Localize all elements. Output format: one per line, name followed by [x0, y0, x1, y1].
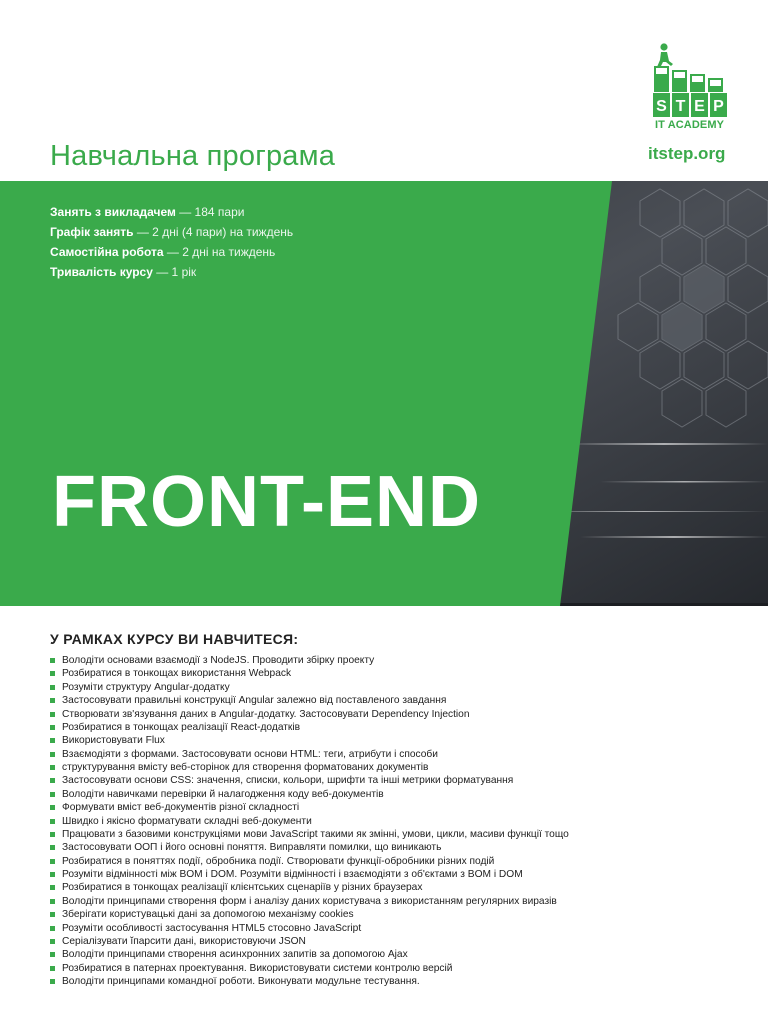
list-item — [50, 801, 750, 814]
list-item — [50, 815, 750, 828]
bullet-icon — [50, 792, 55, 797]
bullet-icon — [50, 778, 55, 783]
skill-text: Швидко і якісно форматувати складні веб-документи — [62, 815, 312, 827]
skill-text: Формувати вміст веб-документів різної складності — [62, 802, 300, 814]
skill-text: Зберігати користувацькі дані за допомогою механізму cookies — [62, 909, 354, 921]
skill-text: Розбиратися в тонкощах використання Webpack — [62, 668, 292, 680]
list-item — [50, 948, 750, 961]
skill-text: Розуміти відмінності між BOM і DOM. Розуміти відмінності і взаємодіяти з об'єктами з BOM і DOM — [62, 869, 523, 880]
bullet-icon — [50, 912, 55, 917]
bullet-icon — [50, 738, 55, 743]
bullet-icon — [50, 966, 55, 971]
bullet-icon — [50, 658, 55, 663]
logo-subtitle: IT ACADEMY — [655, 119, 725, 131]
bullet-icon — [50, 832, 55, 837]
list-item — [50, 908, 750, 921]
bullet-icon — [50, 952, 55, 957]
bullet-icon — [50, 671, 55, 676]
bullet-icon — [50, 926, 55, 931]
bullet-icon — [50, 899, 55, 904]
skill-text: Розуміти структуру Angular-додатку — [62, 681, 230, 693]
skill-text: Розбиратися в тонкощах реалізації React-додатків — [62, 721, 301, 733]
info-value: — 2 дні (4 пари) на тиждень — [133, 225, 294, 239]
logo-letter-p: P — [713, 98, 724, 115]
skill-text: Застосовувати правильні конструкції Angular залежно від поставленого завдання — [62, 695, 447, 707]
list-item — [50, 855, 750, 868]
skill-text: Взаємодіяти з формами. Застосовувати основи HTML: теги, атрибути і способи — [62, 748, 438, 760]
skill-text: Розбиратися в патернах проектування. Використовувати системи контролю версій — [62, 962, 453, 974]
list-item — [50, 895, 750, 908]
skill-text: Розбиратися в тонкощах реалізації клієнтських сценаріїв у різних браузерах — [62, 882, 423, 894]
info-value: — 2 дні на тиждень — [163, 245, 276, 259]
bullet-icon — [50, 725, 55, 730]
list-item — [50, 708, 750, 721]
list-item — [50, 721, 750, 734]
bullet-icon — [50, 685, 55, 690]
website-link[interactable]: itstep.org — [648, 144, 726, 163]
list-item — [50, 868, 750, 881]
skill-text: Створювати зв'язування даних в Angular-додатку. Застосовувати Dependency Injection — [62, 708, 470, 720]
bullet-icon — [50, 859, 55, 864]
skill-text: Володіти принципами створення асинхронних запитів за допомогою Ajax — [62, 949, 408, 961]
skill-text: Серіалізувати ĭпарсити дані, використовуючи JSON — [62, 935, 306, 947]
skill-text: Розбиратися в поняттях події, обробника події. Створювати функції-обробники різних подій — [62, 855, 495, 867]
list-item — [50, 841, 750, 854]
list-item — [50, 681, 750, 694]
skill-text: Володіти основами взаємодії з NodeJS. Проводити збірку проекту — [62, 655, 375, 666]
list-item — [50, 734, 750, 747]
bullet-icon — [50, 939, 55, 944]
list-item — [50, 788, 750, 801]
bullet-icon — [50, 872, 55, 877]
skill-text: Використовувати Flux — [62, 735, 165, 747]
list-item — [50, 922, 750, 935]
skill-text: Розуміти особливості застосування HTML5 стосовно JavaScript — [62, 922, 362, 934]
course-name: FRONT-END — [52, 462, 481, 542]
bullet-icon — [50, 765, 55, 770]
info-schedule — [50, 222, 293, 242]
bullet-icon — [50, 805, 55, 810]
course-info — [50, 202, 293, 282]
bullet-icon — [50, 698, 55, 703]
skill-text: Застосовувати ООП і його основні поняття. Виправляти помилки, що виникають — [62, 842, 442, 854]
logo-letter-s: S — [656, 98, 667, 115]
bullet-icon — [50, 712, 55, 717]
skill-text: Володіти навичками перевірки й налагодження коду веб-документів — [62, 788, 384, 800]
bullet-icon — [50, 752, 55, 757]
skill-text: структурування вмісту веб-сторінок для створення форматованих документів — [62, 762, 429, 773]
info-value: — 1 рік — [152, 265, 197, 279]
bullet-icon — [50, 845, 55, 850]
list-item — [50, 975, 750, 988]
list-item — [50, 881, 750, 894]
skill-text: Працювати з базовими конструкціями мови JavaScript такими як змінні, умови, цикли, масиви функції тощо — [62, 828, 569, 840]
skills-heading: У РАМКАХ КУРСУ ВИ НАВЧИТЕСЯ: — [50, 631, 299, 647]
list-item — [50, 667, 750, 680]
info-duration — [50, 262, 293, 282]
list-item — [50, 748, 750, 761]
logo-letter-t: T — [675, 98, 686, 115]
info-label: Тривалість курсу — [50, 265, 153, 279]
list-item — [50, 962, 750, 975]
document-title: Навчальна програма — [50, 140, 336, 172]
skills-list — [50, 654, 750, 988]
list-item — [50, 694, 750, 707]
bullet-icon — [50, 979, 55, 984]
bullet-icon — [50, 819, 55, 824]
info-self-study — [50, 242, 293, 262]
info-teacher-hours — [50, 202, 293, 222]
bullet-icon — [50, 885, 55, 890]
skill-text: Застосовувати основи CSS: значення, списки, кольори, шрифти та інші метрики форматування — [62, 775, 514, 787]
info-label: Графік занять — [50, 225, 134, 239]
skill-text: Володіти принципами створення форм і аналізу даних користувача з використанням регулярних виразів — [62, 895, 557, 907]
logo-letter-e: E — [694, 98, 705, 115]
list-item — [50, 828, 750, 841]
list-item — [50, 774, 750, 787]
info-value: — 184 пари — [175, 205, 245, 219]
info-label: Занять з викладачем — [50, 205, 176, 219]
info-label: Самостійна робота — [50, 245, 164, 259]
list-item — [50, 761, 750, 774]
skill-text: Володіти принципами командної роботи. Виконувати модульне тестування. — [62, 976, 420, 987]
list-item — [50, 654, 750, 667]
list-item — [50, 935, 750, 948]
